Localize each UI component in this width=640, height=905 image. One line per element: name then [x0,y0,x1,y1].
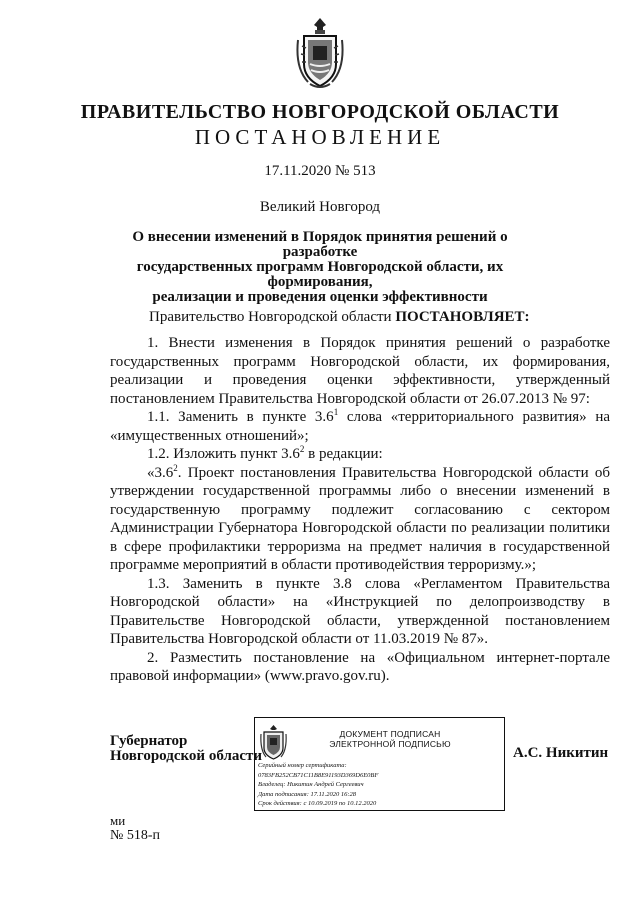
paragraph-text: 1.1. Заменить в пункте 3.6 [147,409,334,425]
paragraph-text: в редакции: [304,446,383,462]
document-subject [100,230,540,305]
decree-intro-text: Правительство Новгородской области [149,309,396,325]
government-title: ПРАВИТЕЛЬСТВО НОВГОРОДСКОЙ ОБЛАСТИ [80,101,560,123]
coat-of-arms-emblem [296,16,344,92]
internal-document-number: № 518-п [110,828,161,843]
paragraph-text: «3.6 [147,464,174,481]
coat-of-arms-small-icon [260,724,287,760]
signer-position [110,734,262,764]
paragraph-text: . Проект постановления Правительства Новгородской области об утверждении государственной программы либо о внесении изменений в государственную программу подлежит согласованию с сектором Администрации Губернатора Новгородской области по реализации политики в сфере профилактики терроризма на предмет наличия в государственной программе мероприятий в области противодействия терроризму.»; [110,464,610,573]
paragraph-1-3: 1.3. Заменить в пункте 3.8 слова «Регламентом Правительства Новгородской области» на «Инструкцией по делопроизводству в Правительстве Новгородской области, утвержденной постановлением Правительства Новгородской области от 11.03.2019 № 87». [110,575,610,647]
document-body [110,334,610,686]
esig-title-line: ЭЛЕКТРОННОЙ ПОДПИСЬЮ [329,739,451,749]
esig-title-line: ДОКУМЕНТ ПОДПИСАН [339,729,441,739]
paragraph-1: 1. Внести изменения в Порядок принятия решений о разработке государственных программ Новгородской области, их формирования, реализации и проведения оценки эффективности, утвержденный постановлением Правительства Новгородской области от 26.07.2013 № 97: [110,335,610,407]
esig-signed-date: Дата подписания: 17.11.2020 16:28 [258,790,357,798]
paragraph-2: 2. Разместить постановление на «Официальном интернет-портале правовой информации» (www.pravo.gov.ru). [110,649,610,684]
document-city: Великий Новгород [259,199,381,215]
subject-line: государственных программ Новгородской области, их формирования, [136,259,504,290]
signer-position-line: Новгородской области [110,748,263,764]
subject-line: реализации и проведения оценки эффективности [152,289,488,305]
esig-cert-label: Серийный номер сертификата: [258,762,347,769]
signer-name: А.С. Никитин [513,745,609,761]
executor-initials: ми [110,813,126,828]
superscript: 1 [333,407,339,417]
paragraph-1-2 [110,445,610,464]
paragraph-text: 1.2. Изложить пункт 3.6 [147,446,300,462]
subject-line: О внесении изменений в Порядок принятия решений о разработке [132,229,508,260]
superscript: 2 [173,462,178,473]
esig-validity: Срок действия: с 10.09.2019 по 10.12.2020 [258,800,377,807]
decree-intro [149,309,530,326]
electronic-signature-stamp [254,717,505,811]
document-type: ПОСТАНОВЛЕНИЕ [194,125,446,149]
superscript: 2 [299,444,305,454]
esig-title [295,729,485,749]
esig-details [258,761,500,809]
esig-cert-number: 0783FB252CB71C11B8E91193D369D6E0BF [258,771,379,779]
esig-owner: Владелец: Никитин Андрей Сергеевич [258,781,364,788]
paragraph-text: слова «территориального развития» на «имущественных отношений»; [110,409,610,444]
paragraph-1-1 [110,408,610,445]
paragraph-3-6-2 [110,464,610,575]
document-date-number: 17.11.2020 № 513 [264,163,376,179]
decree-intro-keyword: ПОСТАНОВЛЯЕТ: [395,309,530,325]
signer-position-line: Губернатор [110,733,188,749]
